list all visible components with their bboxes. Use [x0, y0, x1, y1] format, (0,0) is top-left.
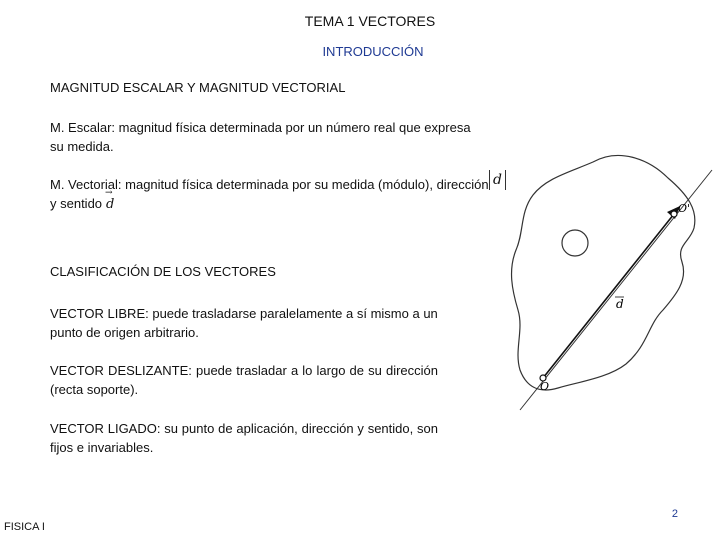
slide-number: 2	[671, 508, 678, 520]
ligado-text: su punto de aplicación, dirección y sentido, son fijos e invariables.	[50, 421, 438, 455]
deslizante-paragraph	[50, 361, 438, 399]
libre-label: VECTOR LIBRE:	[50, 306, 149, 321]
vector-figure	[498, 150, 720, 420]
origin-label: O	[540, 380, 550, 393]
page-subtitle: INTRODUCCIÓN	[322, 44, 424, 59]
libre-text: puede trasladarse paralelamente a sí mismo a un punto de origen arbitrario.	[50, 306, 438, 340]
module-d-letter: d	[493, 172, 502, 188]
vector-d-symbol: → d	[106, 195, 114, 214]
point-end	[671, 211, 677, 217]
vectorial-label: M. Vectorial:	[50, 177, 122, 192]
inner-hole	[562, 230, 588, 256]
deslizante-label: VECTOR DESLIZANTE:	[50, 363, 192, 378]
page-title: TEMA 1 VECTORES	[304, 13, 436, 29]
vectorial-paragraph	[50, 175, 495, 214]
ligado-paragraph	[50, 419, 438, 457]
vector-label: d	[616, 297, 624, 311]
ligado-label: VECTOR LIGADO:	[50, 421, 161, 436]
escalar-paragraph	[50, 118, 480, 156]
deslizante-text: puede trasladar a lo largo de su dirección (recta soporte).	[50, 363, 439, 397]
libre-paragraph	[50, 304, 438, 342]
clasificacion-heading: CLASIFICACIÓN DE LOS VECTORES	[50, 264, 276, 279]
end-label: O'	[678, 202, 691, 215]
magnitudes-heading: MAGNITUD ESCALAR Y MAGNITUD VECTORIAL	[50, 80, 346, 95]
escalar-text: magnitud física determinada por un número real que expresa su medida.	[50, 120, 471, 154]
escalar-label: M. Escalar:	[50, 120, 116, 135]
vectorial-text: magnitud física determinada por su medida (módulo), dirección y sentido	[50, 177, 489, 211]
body-outline	[512, 155, 695, 390]
course-footer: FISICA I	[4, 521, 45, 533]
